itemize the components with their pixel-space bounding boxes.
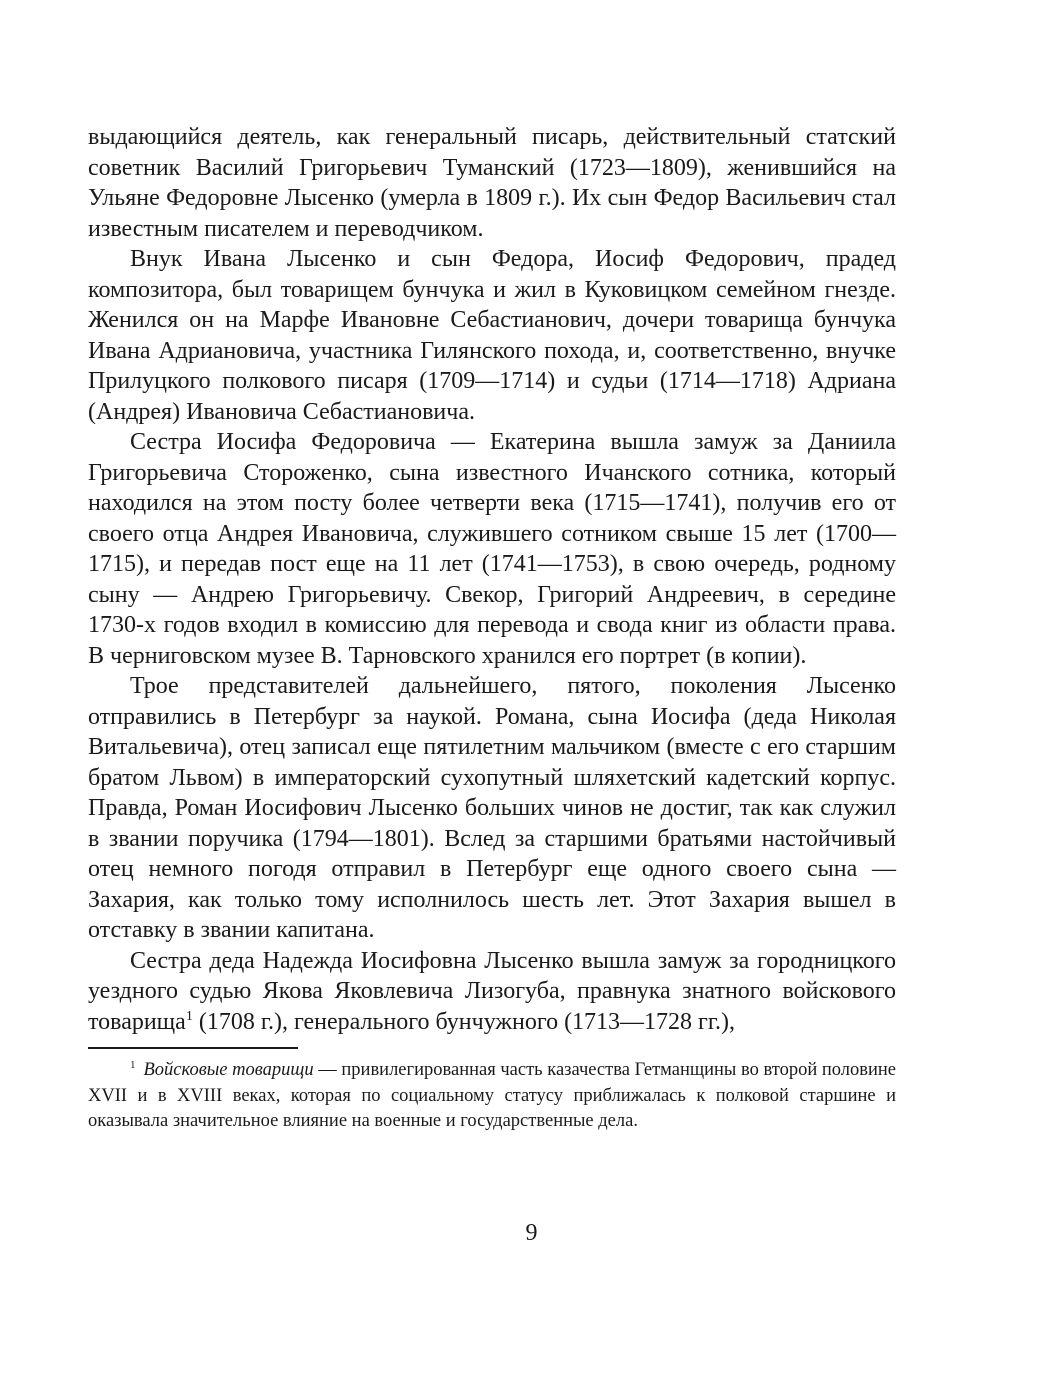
footnote	[88, 1058, 896, 1135]
paragraph-nadezhda-text-before: Сестра деда Надежда Иосифовна Лысенко вышла замуж за городницкого уездного судью Якова Яковлевича Лизогуба, правнука знатного войскового товарища	[88, 947, 896, 1035]
paragraph-nadezhda	[88, 946, 896, 1038]
footnote-term: Войсковые товарищи	[143, 1060, 314, 1080]
paragraph-fifth-generation: Трое представителей дальнейшего, пятого, поколения Лысенко отправились в Петербург за наукой. Романа, сына Иосифа (деда Николая Витальевича), отец записал еще пятилетним мальчиком (вместе с его старшим братом Львом) в императорский сухопутный шляхетский кадетский корпус. Правда, Роман Иосифович Лысенко больших чинов не достиг, так как служил в звании поручика (1794—1801). Вслед за старшими братьями настойчивый отец немного погодя отправил в Петербург еще одного своего сына — Захария, как только тому исполнилось шесть лет. Этот Захария вышел в отставку в звании капитана.	[88, 673, 896, 943]
body-text	[88, 122, 896, 1037]
paragraph-nadezhda-text-after: (1708 г.), генерального бунчужного (1713—1728 гг.),	[192, 1008, 736, 1035]
page-content	[88, 122, 896, 1135]
footnote-divider	[88, 1047, 298, 1049]
paragraph-continuation: выдающийся деятель, как генеральный писарь, действительный статский советник Василий Григорьевич Туманский (1723—1809), женившийся на Ульяне Федоровне Лысенко (умерла в 1809 г.). Их сын Федор Васильевич стал известным писателем и переводчиком.	[88, 124, 896, 242]
paragraph-iosif: Внук Ивана Лысенко и сын Федора, Иосиф Федорович, прадед композитора, был товарищем бунчука и жил в Куковицком семейном гнезде. Женился он на Марфе Ивановне Себастианович, дочери товарища бунчука Ивана Адриановича, участника Гилянского похода, и, соответственно, внучке Прилуцкого полкового писаря (1709—1714) и судьи (1714—1718) Адриана (Андрея) Ивановича Себастиановича.	[88, 246, 896, 425]
footnote-reference[interactable]: 1	[185, 1008, 193, 1024]
footnote-marker: 1	[130, 1058, 136, 1071]
page-number: 9	[525, 1220, 538, 1246]
footnote-text: — привилегированная часть казачества Гетманщины во второй половине XVII и в XVIII веках, которая по социальному статусу приближалась к полковой старшине и оказывала значительное влияние на военные и государственные дела.	[88, 1060, 896, 1131]
paragraph-ekaterina: Сестра Иосифа Федоровича — Екатерина вышла замуж за Даниила Григорьевича Стороженко, сына известного Ичанского сотника, который находился на этом посту более четверти века (1715—1741), получив его от своего отца Андрея Ивановича, служившего сотником свыше 15 лет (1700—1715), и передав пост еще на 11 лет (1741—1753), в свою очередь, родному сыну — Андрею Григорьевичу. Свекор, Григорий Андреевич, в середине 1730-х годов входил в комиссию для перевода и свода книг из области права. В черниговском музее В. Тарновского хранился его портрет (в копии).	[88, 429, 896, 669]
